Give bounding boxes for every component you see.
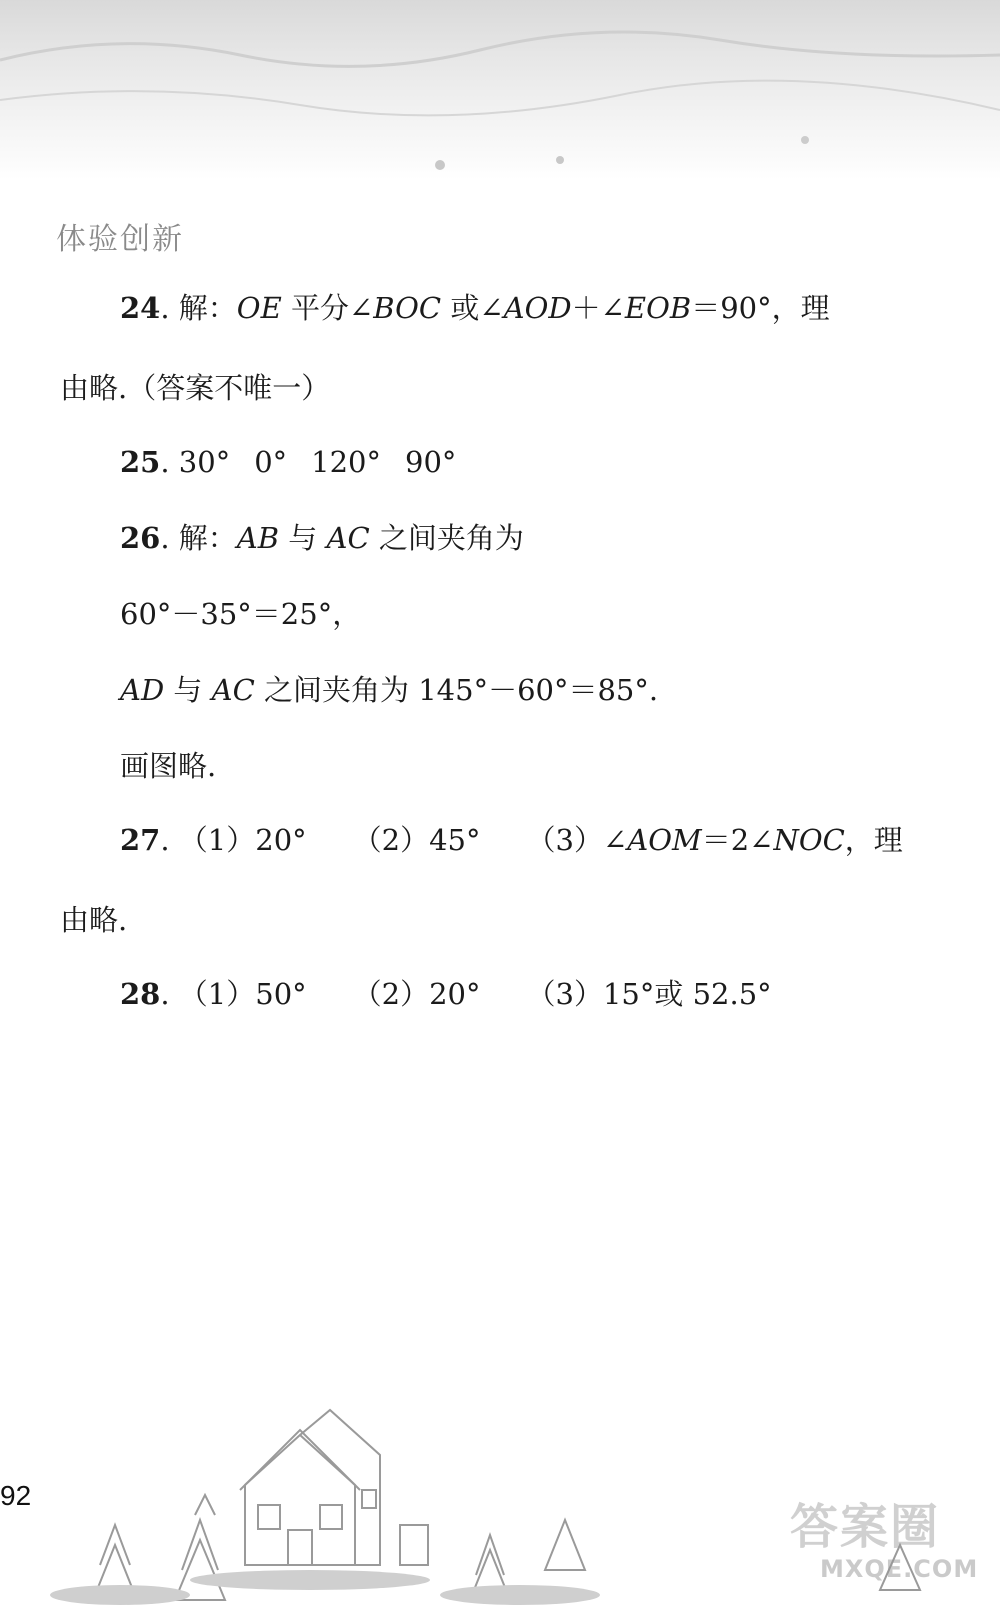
page-number: 92 xyxy=(0,1480,32,1511)
answer-26-line-1 xyxy=(120,518,524,558)
answer-25 xyxy=(120,442,456,482)
answer-part: （2）45° xyxy=(352,823,481,857)
answer-26-line-4: 画图略. xyxy=(120,749,217,783)
answer-24-line-2: 由略.（答案不唯一） xyxy=(60,371,331,405)
text-fragment: 平分∠ xyxy=(281,291,374,325)
header-texture xyxy=(0,0,1000,180)
answer-value: 0° xyxy=(254,445,288,479)
question-number: 24 xyxy=(120,291,161,325)
header-decoration-band xyxy=(0,0,1000,180)
section-title: 体验创新 xyxy=(56,222,184,257)
text-fragment: ＝2∠ xyxy=(701,823,774,857)
answer-value: 120° xyxy=(311,445,382,479)
watermark-logo: 答案圈 xyxy=(790,1499,941,1555)
text-fragment: . 解： xyxy=(160,291,237,325)
text-fragment: . 解： xyxy=(160,521,237,555)
math-symbol: OE xyxy=(236,291,282,325)
text-fragment: ＋∠ xyxy=(571,291,625,325)
answer-24-line-1 xyxy=(120,288,830,328)
text-fragment: . xyxy=(160,823,179,857)
math-symbol: AC xyxy=(211,673,255,707)
answer-part: （1）20° xyxy=(178,823,307,857)
answer-value: 90° xyxy=(405,445,457,479)
math-symbol: AD xyxy=(120,673,165,707)
math-symbol: NOC xyxy=(773,823,845,857)
question-number: 27 xyxy=(120,823,161,857)
text-fragment: 之间夹角为 xyxy=(369,521,524,555)
math-symbol: EOB xyxy=(624,291,692,325)
answer-part: （3）15°或 52.5° xyxy=(526,977,772,1011)
text-fragment: （3）∠ xyxy=(526,823,628,857)
question-number: 25 xyxy=(120,445,161,479)
text-fragment: . xyxy=(160,445,179,479)
text-fragment: ，理 xyxy=(844,823,903,857)
answer-28 xyxy=(120,974,772,1014)
text-fragment: 与 xyxy=(279,521,327,555)
math-symbol: BOC xyxy=(373,291,442,325)
text-fragment: ＝90°，理 xyxy=(691,291,830,325)
answer-26-line-2: 60°－35°＝25°， xyxy=(120,597,362,631)
math-symbol: AOM xyxy=(627,823,702,857)
answer-27-line-2: 由略. xyxy=(60,903,128,937)
answer-value: 30° xyxy=(178,445,231,479)
answer-27-line-1 xyxy=(120,820,903,860)
answer-26-line-3 xyxy=(120,670,658,710)
answer-part: （1）50° xyxy=(178,977,307,1011)
text-fragment: 之间夹角为 145°－60°＝85°. xyxy=(254,673,659,707)
question-number: 28 xyxy=(120,977,161,1011)
question-number: 26 xyxy=(120,521,161,555)
text-fragment: . xyxy=(160,977,179,1011)
text-fragment: 与 xyxy=(164,673,212,707)
text-fragment: 或∠ xyxy=(441,291,504,325)
math-symbol: AOD xyxy=(503,291,572,325)
math-symbol: AC xyxy=(326,521,370,555)
answer-part: （2）20° xyxy=(352,977,481,1011)
watermark-url: MXQE.COM xyxy=(820,1555,979,1583)
math-symbol: AB xyxy=(236,521,280,555)
